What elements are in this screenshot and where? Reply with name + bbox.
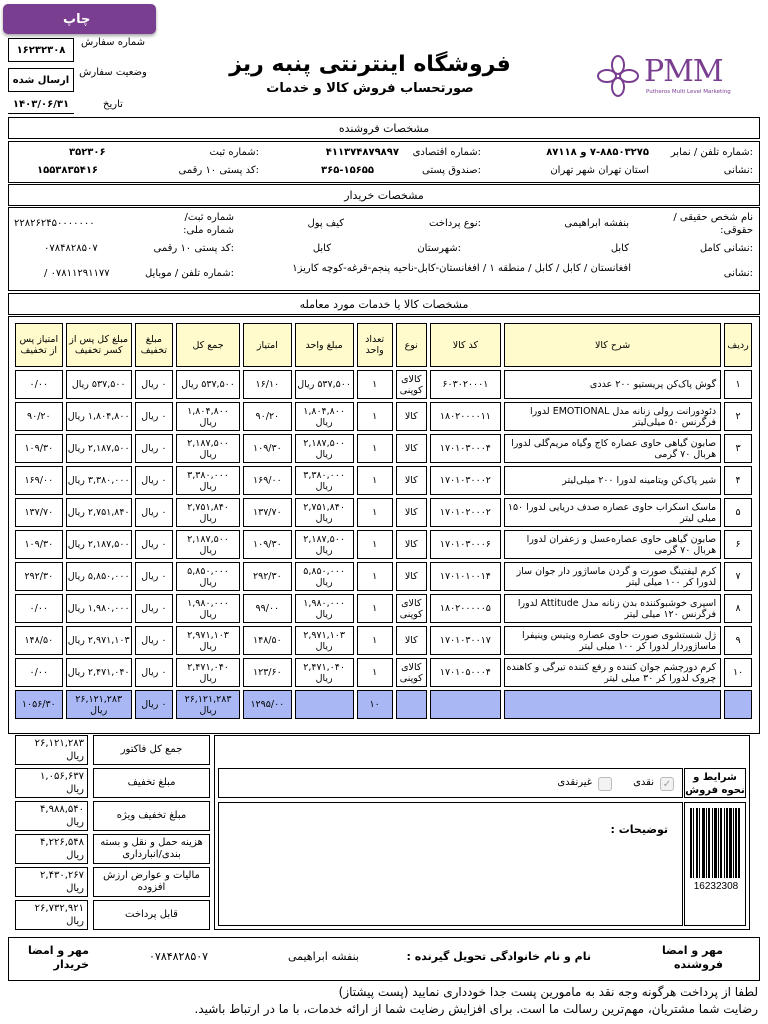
column-header: کد کالا [430, 323, 501, 367]
item-score: ۱۰۹/۳۰ [243, 434, 292, 463]
item-type: کالای کوپنی [396, 658, 427, 687]
line-discount: ۰ ریال [135, 434, 173, 463]
line-total: ۵۳۷,۵۰۰ ریال [176, 370, 240, 399]
row-number: ۴ [724, 466, 752, 495]
item-score: ۱۰۹/۳۰ [243, 530, 292, 559]
table-row [15, 626, 752, 655]
line-net-total: ۲,۴۷۱,۰۴۰ ریال [66, 658, 132, 687]
pmm-logo [594, 54, 764, 100]
print-button[interactable]: چاپ [3, 4, 156, 34]
net-score: ۱۳۷/۷۰ [15, 498, 63, 527]
receiver-label: نام و نام خانوادگی تحویل گیرنده : [406, 950, 591, 963]
totals-discount: ۰ ریال [135, 690, 173, 719]
item-quantity: ۱ [357, 562, 393, 591]
cash-checkbox[interactable]: ✓ [660, 777, 674, 791]
table-row [15, 466, 752, 495]
line-net-total: ۲,۷۵۱,۸۴۰ ریال [66, 498, 132, 527]
item-quantity: ۱ [357, 626, 393, 655]
row-number: ۷ [724, 562, 752, 591]
seller-section-title: مشخصات فروشنده [8, 117, 760, 139]
buyer-payment-type: کیف پول [307, 218, 344, 229]
net-score: ۱۶۹/۰۰ [15, 466, 63, 495]
order-number-label: شماره سفارش [81, 37, 145, 48]
seller-postal-label: کد پستی ۱۰ رقمی: [178, 165, 259, 176]
items-table [12, 320, 755, 722]
row-number: ۹ [724, 626, 752, 655]
item-quantity: ۱ [357, 434, 393, 463]
seller-address-label: نشانی: [723, 165, 753, 176]
line-discount: ۰ ریال [135, 594, 173, 623]
item-description: دئودورانت رولی زنانه مدل EMOTIONAL لدورا فرگرنس ۵۰ میلی‌لیتر [504, 402, 721, 431]
buyer-national-label: شماره ثبت/شماره ملی: [183, 212, 234, 236]
item-description: کرم لیفتینگ صورت و گردن ماساژور دار جوان ساز لدورا کر ۱۰۰ میلی لیتر [504, 562, 721, 591]
item-type: کالا [396, 498, 427, 527]
order-status-label: وضعیت سفارش [79, 67, 147, 78]
line-total: ۲,۷۵۱,۸۴۰ ریال [176, 498, 240, 527]
unit-price: ۲,۷۵۱,۸۴۰ ریال [295, 498, 354, 527]
line-discount: ۰ ریال [135, 402, 173, 431]
row-number: ۵ [724, 498, 752, 527]
net-score: ۰/۰۰ [15, 658, 63, 687]
item-code: ۱۷۰۱۰۳۰۰۱۷ [430, 626, 501, 655]
item-quantity: ۱ [357, 658, 393, 687]
order-date-label: تاریخ [103, 99, 123, 110]
item-code: ۱۸۰۲۰۰۰۰۱۱ [430, 402, 501, 431]
item-code: ۱۸۰۲۰۰۰۰۰۵ [430, 594, 501, 623]
table-row [15, 530, 752, 559]
summary-label: مبلغ تخفیف ویژه [93, 801, 210, 831]
line-net-total: ۵,۸۵۰,۰۰۰ ریال [66, 562, 132, 591]
line-total: ۳,۳۸۰,۰۰۰ ریال [176, 466, 240, 495]
summary-value: ۲۶,۷۳۲,۹۲۱ ریال [15, 900, 88, 930]
barcode-icon [690, 808, 740, 878]
seller-address: استان تهران شهر تهران [550, 165, 649, 176]
net-score: ۱۴۸/۵۰ [15, 626, 63, 655]
buyer-name-label: نام شخص حقیقی / حقوقی: [673, 212, 753, 236]
totals-empty [295, 690, 354, 719]
summary-label: قابل پرداخت [93, 900, 210, 930]
item-score: ۱۶/۱۰ [243, 370, 292, 399]
buyer-full-address-label: نشانی کامل: [699, 243, 753, 254]
net-score: ۱۰۹/۳۰ [15, 434, 63, 463]
item-quantity: ۱ [357, 370, 393, 399]
totals-sum: ۲۶,۱۲۱,۲۸۳ ریال [176, 690, 240, 719]
summary-label: هزینه حمل و نقل و بسته بندی/انبارداری [93, 834, 210, 864]
item-code: ۶۰۳۰۲۰۰۰۱ [430, 370, 501, 399]
summary-label: جمع کل فاکتور [93, 735, 210, 765]
row-number: ۲ [724, 402, 752, 431]
seller-postal-code: ۱۵۵۳۸۳۵۴۱۶ [37, 165, 99, 176]
summary-value: ۲۶,۱۲۱,۲۸۳ ریال [15, 735, 88, 765]
unit-price: ۵۳۷,۵۰۰ ریال [295, 370, 354, 399]
summary-row [15, 801, 210, 831]
totals-row [15, 690, 752, 719]
seller-economic-label: شماره اقتصادی: [412, 147, 481, 158]
line-discount: ۰ ریال [135, 370, 173, 399]
unit-price: ۱,۹۸۰,۰۰۰ ریال [295, 594, 354, 623]
summary-value: ۴,۹۸۸,۵۴۰ ریال [15, 801, 88, 831]
item-type: کالا [396, 626, 427, 655]
summary-label: مالیات و عوارض ارزش افزوده [93, 867, 210, 897]
table-row [15, 562, 752, 591]
item-code: ۱۷۰۱۰۳۰۰۰۲ [430, 466, 501, 495]
notes-box [218, 802, 683, 926]
row-number: ۸ [724, 594, 752, 623]
buyer-address-label: نشانی: [723, 268, 753, 279]
buyer-province: کابل [610, 243, 629, 254]
payment-method-box [218, 768, 683, 798]
order-status: ارسال شده [8, 68, 74, 92]
signature-panel [8, 937, 760, 981]
item-type: کالا [396, 434, 427, 463]
item-type: کالای کوپنی [396, 370, 427, 399]
summary-row [15, 834, 210, 864]
terms-panel [214, 735, 750, 930]
seller-reg-number: ۳۵۲۳۰۶ [69, 147, 106, 158]
item-score: ۹۰/۲۰ [243, 402, 292, 431]
totals-net-score: ۱۰۵۶/۳۰ [15, 690, 63, 719]
line-discount: ۰ ریال [135, 658, 173, 687]
seller-reg-label: شماره ثبت: [209, 147, 259, 158]
line-total: ۱,۸۰۴,۸۰۰ ریال [176, 402, 240, 431]
line-discount: ۰ ریال [135, 466, 173, 495]
seller-phone-label: شماره تلفن / نمابر: [670, 147, 753, 158]
line-total: ۲,۴۷۱,۰۴۰ ریال [176, 658, 240, 687]
line-net-total: ۲,۱۸۷,۵۰۰ ریال [66, 434, 132, 463]
item-code: ۱۷۰۱۰۲۰۰۰۲ [430, 498, 501, 527]
item-type: کالا [396, 402, 427, 431]
totals-quantity: ۱۰ [357, 690, 393, 719]
item-description: صابون گیاهی حاوی عصاره‌عسل و زعفران لدورا هربال ۷۰ گرمی [504, 530, 721, 559]
buyer-address: افغانستان / کابل / کابل / منطقه ۱ / افغانستان-کابل-ناحیه پنجم-قرغه-کوچه کاریز۱ [292, 263, 631, 274]
invoice-subtitle: صورتحساب فروش کالا و خدمات [266, 81, 474, 96]
totals-score: ۱۲۹۵/۰۰ [243, 690, 292, 719]
line-net-total: ۱,۹۸۰,۰۰۰ ریال [66, 594, 132, 623]
logo-flower-icon [594, 54, 642, 98]
item-type: کالا [396, 562, 427, 591]
unit-price: ۵,۸۵۰,۰۰۰ ریال [295, 562, 354, 591]
buyer-national-id: ۲۲۸۲۶۲۴۵۰۰۰۰۰۰۰ [14, 218, 95, 229]
item-score: ۹۹/۰۰ [243, 594, 292, 623]
item-score: ۱۶۹/۰۰ [243, 466, 292, 495]
column-header: ردیف [724, 323, 752, 367]
item-description: ماسک اسکراب حاوی عصاره صدف دریایی لدورا ۱۵۰ میلی لیتر [504, 498, 721, 527]
table-row [15, 370, 752, 399]
item-description: شیر پاک‌کن ویتامینه لدورا ۲۰۰ میلی‌لیتر [504, 466, 721, 495]
buyer-phone-label: شماره تلفن / موبایل: [144, 268, 234, 279]
summary-label: مبلغ تخفیف [93, 768, 210, 798]
net-score: ۰/۰۰ [15, 370, 63, 399]
item-description: صابون گیاهی حاوی عصاره کاج وگیاه مریم‌گلی لدورا هربال ۷۰ گرمی [504, 434, 721, 463]
credit-label: غیرنقدی [557, 777, 592, 788]
store-title: فروشگاه اینترنتی پنبه ریز [229, 52, 511, 77]
seller-pobox: ۳۶۵-۱۵۶۵۵ [321, 165, 374, 176]
column-header: مبلغ کل پس از کسر تخفیف [66, 323, 132, 367]
buyer-name: بنفشه ابراهیمی [564, 218, 629, 229]
footer-line-2: رضایت شما مشتریان، مهم‌ترین رسالت ما است. برای افزایش رضایت شما از ارائه خدمات، با ما در ارتباط باشید. [194, 1002, 758, 1016]
row-number: ۱۰ [724, 658, 752, 687]
item-type: کالا [396, 530, 427, 559]
line-net-total: ۲,۹۷۱,۱۰۳ ریال [66, 626, 132, 655]
unit-price: ۲,۱۸۷,۵۰۰ ریال [295, 434, 354, 463]
line-total: ۵,۸۵۰,۰۰۰ ریال [176, 562, 240, 591]
column-header: جمع کل [176, 323, 240, 367]
column-header: امتیاز پس از تخفیف [15, 323, 63, 367]
line-discount: ۰ ریال [135, 498, 173, 527]
net-score: ۱۰۹/۳۰ [15, 530, 63, 559]
table-row [15, 402, 752, 431]
items-section-title: مشخصات کالا یا خدمات مورد معامله [8, 293, 760, 315]
line-total: ۲,۹۷۱,۱۰۳ ریال [176, 626, 240, 655]
totals-empty [724, 690, 752, 719]
item-score: ۱۳۷/۷۰ [243, 498, 292, 527]
unit-price: ۱,۸۰۴,۸۰۰ ریال [295, 402, 354, 431]
line-total: ۱,۹۸۰,۰۰۰ ریال [176, 594, 240, 623]
summary-row [15, 867, 210, 897]
net-score: ۹۰/۲۰ [15, 402, 63, 431]
footer [18, 984, 758, 1018]
item-quantity: ۱ [357, 466, 393, 495]
buyer-signature-label: مهر و امضا خریدار [28, 944, 89, 971]
buyer-postal-label: کد پستی ۱۰ رقمی: [153, 243, 234, 254]
line-discount: ۰ ریال [135, 562, 173, 591]
column-header: امتیاز [243, 323, 292, 367]
item-score: ۲۹۲/۳۰ [243, 562, 292, 591]
seller-signature-label: مهر و امضا فروشنده [662, 944, 723, 971]
summary-value: ۱,۰۵۶,۶۳۷ ریال [15, 768, 88, 798]
logo-tagline: Putheros Multi Level Marketing [646, 89, 731, 95]
totals-empty [430, 690, 501, 719]
footer-line-1: لطفا از پرداخت هرگونه وجه نقد به مامورین پست جدا خودداری نمایید (پست پیشتاز) [338, 985, 758, 999]
table-row [15, 498, 752, 527]
summary-value: ۴,۲۲۶,۵۴۸ ریال [15, 834, 88, 864]
totals-empty [396, 690, 427, 719]
seller-pobox-label: صندوق پستی: [422, 165, 481, 176]
seller-phone: ۷-۸۸۵۰۳۲۷۵ و ۸۷۱۱۸ [546, 147, 649, 158]
unit-price: ۲,۹۷۱,۱۰۳ ریال [295, 626, 354, 655]
item-code: ۱۷۰۱۰۳۰۰۰۴ [430, 434, 501, 463]
line-net-total: ۱,۸۰۴,۸۰۰ ریال [66, 402, 132, 431]
totals-net: ۲۶,۱۲۱,۲۸۳ ریال [66, 690, 132, 719]
row-number: ۳ [724, 434, 752, 463]
summary-row [15, 768, 210, 798]
unit-price: ۲,۴۷۱,۰۴۰ ریال [295, 658, 354, 687]
buyer-section-title: مشخصات خریدار [8, 184, 760, 206]
receiver-phone: ۰۷۸۴۸۲۸۵۰۷ [149, 950, 209, 963]
item-score: ۱۴۸/۵۰ [243, 626, 292, 655]
order-number: ۱۶۲۳۲۳۰۸ [8, 38, 74, 62]
buyer-panel [8, 207, 760, 291]
line-discount: ۰ ریال [135, 626, 173, 655]
item-type: کالا [396, 466, 427, 495]
unit-price: ۳,۳۸۰,۰۰۰ ریال [295, 466, 354, 495]
receiver-name: بنفشه ابراهیمی [287, 950, 359, 963]
table-row [15, 434, 752, 463]
line-discount: ۰ ریال [135, 530, 173, 559]
buyer-postal-code: ۰۷۸۴۸۲۸۵۰۷ [44, 243, 98, 254]
seller-panel [8, 141, 760, 183]
column-header: شرح کالا [504, 323, 721, 367]
line-net-total: ۵۳۷,۵۰۰ ریال [66, 370, 132, 399]
item-type: کالای کوپنی [396, 594, 427, 623]
line-total: ۲,۱۸۷,۵۰۰ ریال [176, 434, 240, 463]
table-row [15, 658, 752, 687]
line-net-total: ۲,۱۸۷,۵۰۰ ریال [66, 530, 132, 559]
item-code: ۱۷۰۱۰۵۰۰۰۴ [430, 658, 501, 687]
item-description: ژل شستشوی صورت حاوی عصاره ویتیس وینیفرا ماساژوردار لدورا کر ۱۰۰ میلی لیتر [504, 626, 721, 655]
item-quantity: ۱ [357, 594, 393, 623]
column-header: مبلغ تخفیف [135, 323, 173, 367]
barcode-box [684, 802, 746, 926]
item-code: ۱۷۰۱۰۱۰۰۱۴ [430, 562, 501, 591]
cash-label: نقدی [633, 777, 654, 788]
item-description: کرم دورچشم جوان کننده و رفع کننده تیرگی و کاهنده چروک لدورا کر ۳۰ میلی لیتر [504, 658, 721, 687]
net-score: ۰/۰۰ [15, 594, 63, 623]
column-header: مبلغ واحد [295, 323, 354, 367]
row-number: ۱ [724, 370, 752, 399]
summary-row [15, 900, 210, 930]
buyer-phone: ۰۷۸۱۱۲۹۱۱۷۷ / [44, 268, 110, 279]
logo-wordmark: PMM [644, 54, 723, 89]
buyer-payment-label: نوع پرداخت: [428, 218, 481, 229]
item-quantity: ۱ [357, 498, 393, 527]
column-header: نوع [396, 323, 427, 367]
item-description: گوش پاک‌کن پریستیو ۲۰۰ عددی [504, 370, 721, 399]
credit-checkbox[interactable] [598, 777, 612, 791]
buyer-city: کابل [312, 243, 331, 254]
totals-empty [504, 690, 721, 719]
terms-label: شرایط و نحوه فروش [684, 768, 746, 798]
table-row [15, 594, 752, 623]
notes-label: توضیحات : [610, 823, 668, 836]
order-date: ۱۴۰۳/۰۶/۳۱ [8, 96, 74, 114]
items-header-row [15, 323, 752, 367]
item-quantity: ۱ [357, 530, 393, 559]
line-net-total: ۳,۳۸۰,۰۰۰ ریال [66, 466, 132, 495]
item-code: ۱۷۰۱۰۳۰۰۰۶ [430, 530, 501, 559]
item-score: ۱۲۳/۶۰ [243, 658, 292, 687]
unit-price: ۲,۱۸۷,۵۰۰ ریال [295, 530, 354, 559]
buyer-city-label: شهرستان: [417, 243, 461, 254]
item-description: اسپری خوشبوکننده بدن زنانه مدل Attitude لدورا فرگرنس ۱۲۰ میلی لیتر [504, 594, 721, 623]
summary-value: ۲,۴۳۰,۲۶۷ ریال [15, 867, 88, 897]
barcode-number: 16232308 [693, 881, 739, 892]
column-header: تعداد واحد [357, 323, 393, 367]
item-quantity: ۱ [357, 402, 393, 431]
summary-row [15, 735, 210, 765]
row-number: ۶ [724, 530, 752, 559]
net-score: ۲۹۲/۳۰ [15, 562, 63, 591]
line-total: ۲,۱۸۷,۵۰۰ ریال [176, 530, 240, 559]
seller-economic-number: ۴۱۱۳۷۴۸۷۹۸۹۷ [325, 147, 399, 158]
